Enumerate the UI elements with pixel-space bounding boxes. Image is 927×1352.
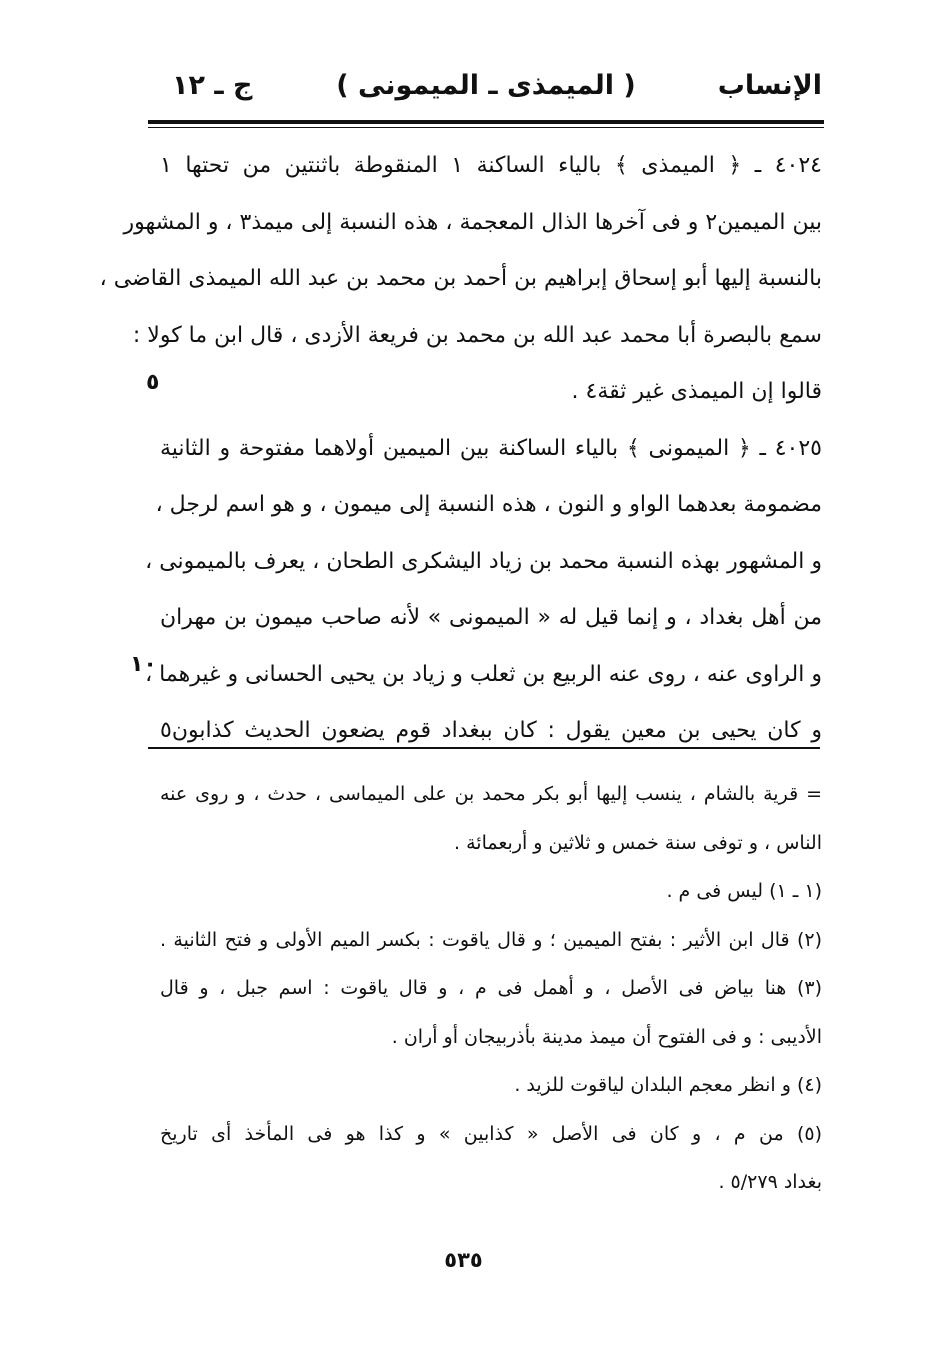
footnote-line: بغداد ٥/٢٧٩ .: [718, 1171, 822, 1193]
text-line: و الراوى عنه ، روى عنه الربيع بن ثعلب و زياد بن يحيى الحسانى و غيرهما ،: [145, 661, 822, 687]
page-number: ٥٣٥: [444, 1248, 483, 1272]
line-number-5: ٥: [146, 370, 160, 395]
footnote-line: الأديبى : و فى الفتوح أن ميمذ مدينة بأذربيجان أو أران .: [391, 1025, 822, 1048]
footnote-line: (٣) هنا بياض فى الأصل ، و أهمل فى م ، و قال ياقوت : اسم جبل ، و قال: [160, 977, 822, 999]
line-number-10: ١٠: [130, 652, 157, 677]
footnote-separator: [148, 747, 820, 749]
text-line: و كان يحيى بن معين يقول : كان ببغداد قوم يضعون الحديث كذابون٥: [160, 718, 822, 743]
text-line: سمع بالبصرة أبا محمد عبد الله بن محمد بن فريعة الأزدى ، قال ابن ما كولا :: [132, 322, 822, 348]
footnotes: [160, 770, 822, 1207]
text-line: و المشهور بهذه النسبة محمد بن زياد اليشكرى الطحان ، يعرف بالميمونى ،: [145, 548, 822, 574]
footnote-line: (١ ـ ١) ليس فى م .: [666, 880, 822, 902]
text-line: قالوا إن الميمذى غير ثقة٤ .: [571, 379, 822, 404]
text-line: من أهل بغداد ، و إنما قيل له « الميمونى » لأنه صاحب ميمون بن مهران: [160, 605, 822, 630]
running-header: [150, 62, 822, 112]
footnote-line: (٤) و انظر معجم البلدان لياقوت للزيد .: [514, 1074, 822, 1096]
text-line: مضمومة بعدهما الواو و النون ، هذه النسبة إلى ميمون ، و هو اسم لرجل ،: [155, 492, 822, 517]
footnote-line: = قرية بالشام ، ينسب إليها أبو بكر محمد بن على الميماسى ، حدث ، و روى عنه: [160, 783, 822, 805]
footnote-line: (٢) قال ابن الأثير : بفتح الميمين ؛ و قال ياقوت : بكسر الميم الأولى و فتح الثانية .: [160, 928, 822, 951]
text-line: بالنسبة إليها أبو إسحاق إبراهيم بن أحمد بن محمد بن عبد الله الميمذى القاضى ،: [99, 266, 822, 291]
header-rule-thick: [148, 120, 824, 124]
text-line: بين الميمين٢ و فى آخرها الذال المعجمة ، هذه النسبة إلى ميمذ٣ ، و المشهور: [123, 209, 822, 235]
text-line: ٤٠٢٥ ـ ﴿ الميمونى ﴾ بالياء الساكنة بين الميمين أولاهما مفتوحة و الثانية: [160, 435, 822, 461]
header-section-title: ( الميمذى ـ الميمونى ): [336, 70, 636, 101]
header-book-title: الإنساب: [717, 70, 822, 101]
footnote-line: (٥) من م ، و كان فى الأصل « كذابين » و كذا هو فى المأخذ أى تاريخ: [160, 1122, 822, 1145]
text-line: ٤٠٢٤ ـ ﴿ الميمذى ﴾ بالياء الساكنة ١ المنقوطة باثنتين من تحتها ١: [160, 153, 822, 178]
header-volume: ج ـ ١٢: [172, 70, 253, 101]
header-rule-thin: [148, 127, 824, 128]
footnote-line: الناس ، و توفى سنة خمس و ثلاثين و أربعمائة .: [454, 831, 822, 854]
